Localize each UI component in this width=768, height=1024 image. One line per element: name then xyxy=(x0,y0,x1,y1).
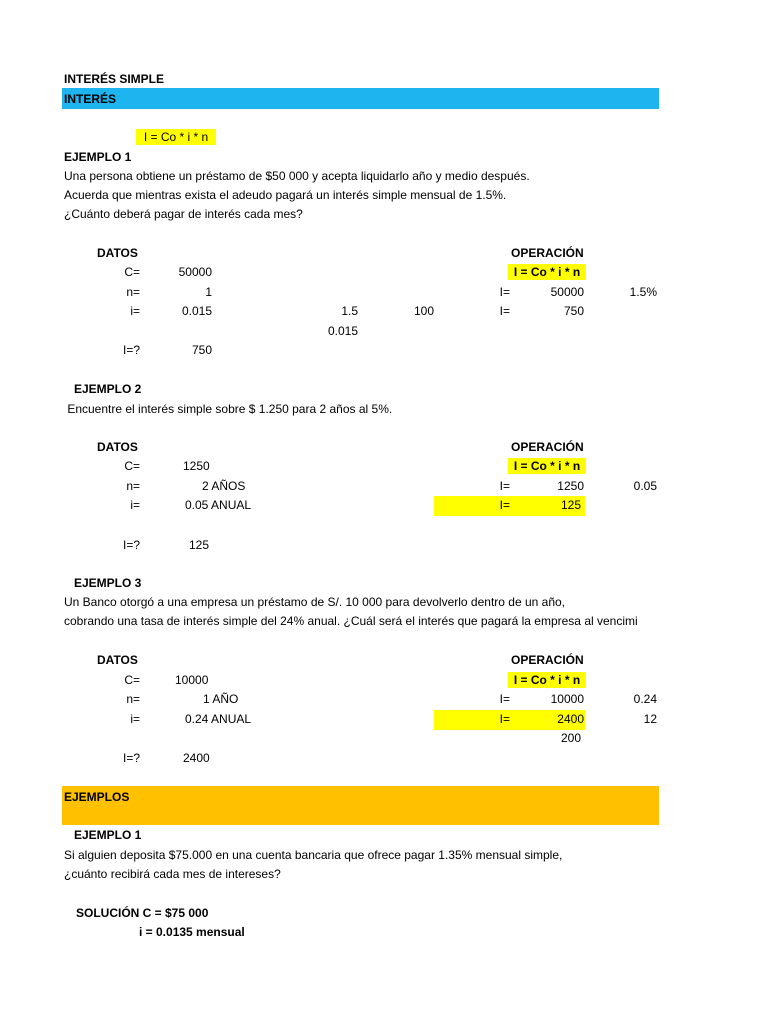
ejemplos-solution-2: i = 0.0135 mensual xyxy=(139,925,245,939)
page-title: INTERÉS SIMPLE xyxy=(64,72,165,86)
ex3-iq-value: 2400 xyxy=(183,751,210,765)
ex2-i-label: i= xyxy=(130,498,140,512)
ex1-c-value: 50000 xyxy=(178,265,212,279)
ejemplos-line-1: Si alguien deposita $75.000 en una cuenta bancaria que ofrece pagar 1.35% mensual simple, xyxy=(64,848,563,862)
ex3-n-label: n= xyxy=(126,692,140,706)
ex3-formula: I = Co * i * n xyxy=(508,672,586,688)
ex2-iq-value: 125 xyxy=(189,538,210,552)
ex3-op2-value: 2400 xyxy=(557,712,584,726)
ex2-n-label: n= xyxy=(126,479,140,493)
ex1-c-label: C= xyxy=(124,265,140,279)
ex3-operacion: OPERACIÓN xyxy=(511,653,584,667)
ejemplos-solution-1: SOLUCIÓN C = $75 000 xyxy=(76,906,209,920)
ex1-op1-extra: 1.5% xyxy=(629,285,657,299)
ex2-c-value: 1250 xyxy=(183,459,210,473)
ex1-i-label: i= xyxy=(130,304,140,318)
ex3-op2-extra: 12 xyxy=(643,712,657,726)
ex1-n-value: 1 xyxy=(205,285,212,299)
ex1-calc-b: 100 xyxy=(413,304,434,318)
ex3-datos: DATOS xyxy=(97,653,138,667)
ejemplos-band xyxy=(62,786,659,825)
ex3-c-label: C= xyxy=(124,673,140,687)
ex1-op1-value: 50000 xyxy=(550,285,584,299)
ex2-op1-extra: 0.05 xyxy=(633,479,657,493)
main-formula: I = Co * i * n xyxy=(136,129,216,145)
ex3-op1-extra: 0.24 xyxy=(633,692,657,706)
ex2-datos: DATOS xyxy=(97,440,138,454)
ex3-iq-label: I=? xyxy=(122,751,140,765)
ex3-op2-label: I= xyxy=(499,712,510,726)
ex2-op2-label: I= xyxy=(499,498,510,512)
ex3-op3-value: 200 xyxy=(560,731,581,745)
ex2-formula: I = Co * i * n xyxy=(508,458,586,474)
ex1-iq-value: 750 xyxy=(191,343,212,357)
ex1-op2-label: I= xyxy=(499,304,510,318)
ejemplos-band-label: EJEMPLOS xyxy=(64,790,130,804)
ex1-operacion: OPERACIÓN xyxy=(511,246,584,260)
ex1-calc-c: 0.015 xyxy=(327,324,358,338)
ejemplos-line-2: ¿cuánto recibirá cada mes de intereses? xyxy=(64,867,281,881)
ex1-datos: DATOS xyxy=(97,246,138,260)
ex1-n-label: n= xyxy=(126,285,140,299)
ex2-n-value: 2 AÑOS xyxy=(202,479,246,493)
ex3-i-value: 0.24 ANUAL xyxy=(185,712,252,726)
ex1-i-value: 0.015 xyxy=(181,304,212,318)
ex1-calc-a: 1.5 xyxy=(341,304,358,318)
ex2-heading: EJEMPLO 2 xyxy=(74,382,142,396)
ex2-op1-label: I= xyxy=(499,479,510,493)
ex3-line-2: cobrando una tasa de interés simple del 24% anual. ¿Cuál será el interés que pagará la empresa al vencimi xyxy=(64,614,638,628)
ex3-i-label: i= xyxy=(130,712,140,726)
ex2-line: Encuentre el interés simple sobre $ 1.250 para 2 años al 5%. xyxy=(64,402,393,416)
ex2-i-value: 0.05 ANUAL xyxy=(185,498,252,512)
ex2-op1-value: 1250 xyxy=(557,479,584,493)
interes-band-label: INTERÉS xyxy=(64,92,117,106)
ex1-formula: I = Co * i * n xyxy=(508,264,586,280)
ex3-heading: EJEMPLO 3 xyxy=(74,576,142,590)
ex3-c-value: 10000 xyxy=(175,673,209,687)
interes-band xyxy=(62,88,659,109)
ex2-iq-label: I=? xyxy=(122,538,140,552)
ex1-op1-label: I= xyxy=(499,285,510,299)
ex1-line-1: Una persona obtiene un préstamo de $50 000 y acepta liquidarlo año y medio después. xyxy=(64,169,530,183)
ex3-op1-value: 10000 xyxy=(550,692,584,706)
ex1-line-3: ¿Cuánto deberá pagar de interés cada mes? xyxy=(64,207,303,221)
ejemplos-ex1-heading: EJEMPLO 1 xyxy=(74,828,142,842)
ex3-line-1: Un Banco otorgó a una empresa un préstamo de S/. 10 000 para devolverlo dentro de un año, xyxy=(64,595,565,609)
ex1-heading: EJEMPLO 1 xyxy=(64,150,132,164)
ex2-c-label: C= xyxy=(124,459,140,473)
ex1-iq-label: I=? xyxy=(122,343,140,357)
ex3-op1-label: I= xyxy=(499,692,510,706)
ex1-line-2: Acuerda que mientras exista el adeudo pagará un interés simple mensual de 1.5%. xyxy=(64,188,507,202)
ex2-operacion: OPERACIÓN xyxy=(511,440,584,454)
ex3-n-value: 1 AÑO xyxy=(203,692,239,706)
ex1-op2-value: 750 xyxy=(563,304,584,318)
ex2-op2-value: 125 xyxy=(560,498,581,512)
